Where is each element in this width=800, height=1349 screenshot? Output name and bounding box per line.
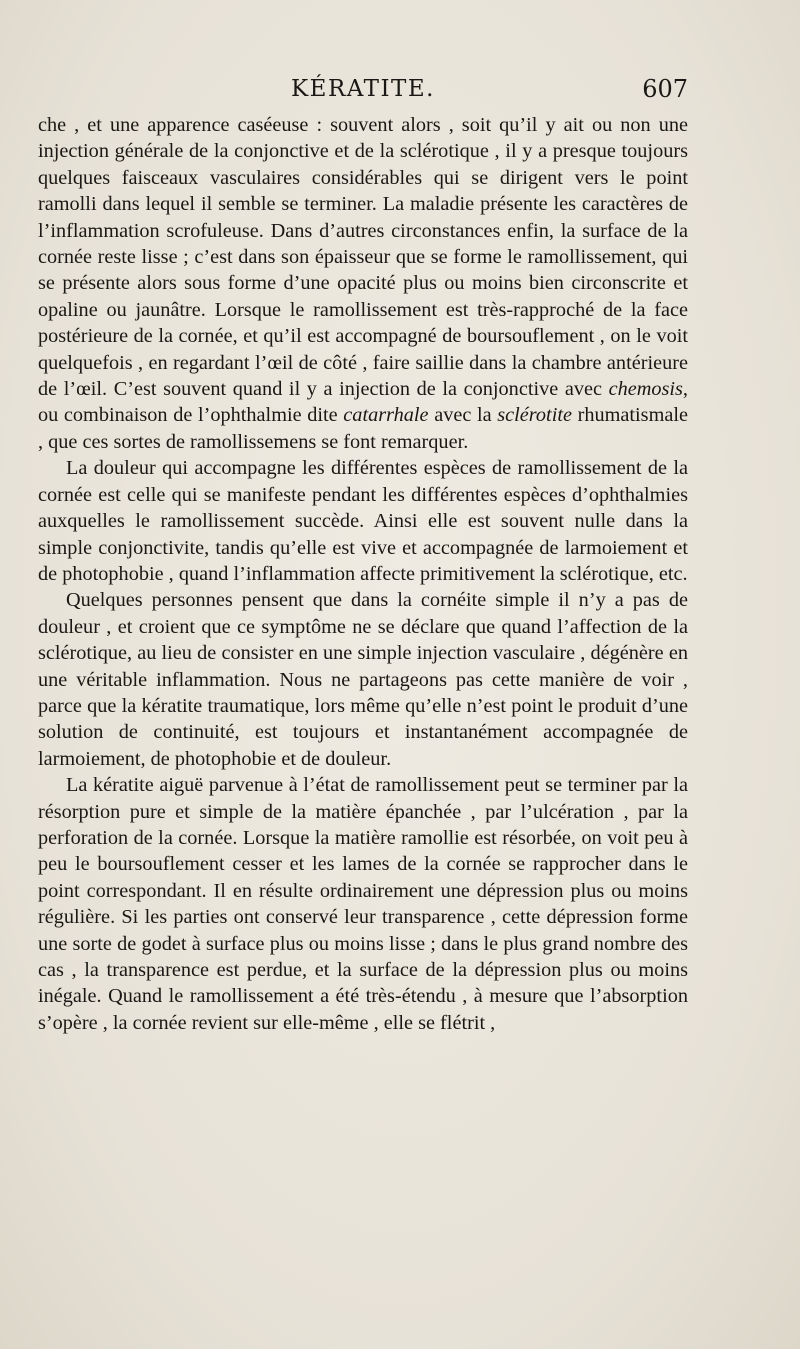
paragraph — [38, 587, 688, 772]
text-run: La douleur qui accompagne les différentes espèces de ramollissement de la cornée est celle qui se manifeste pendant les différentes espèces d’ophthalmies auxquelles le ramollissement succède. Ainsi elle est souvent nulle dans la simple conjonctivite, tandis qu’elle est vive et accompagnée de larmoiement et de photophobie , quand l’inflammation affecte primitivement la sclérotique, etc. — [38, 457, 688, 585]
italic-term: catarrhale — [343, 404, 429, 427]
italic-term: chemosis — [608, 378, 683, 401]
paragraph — [38, 112, 688, 455]
paragraph — [38, 455, 688, 587]
running-head — [38, 71, 688, 107]
running-title: KÉRATITE. — [290, 76, 435, 102]
text-run: rhumatismale , que ces sortes de ramollissemens se font remarquer. — [38, 404, 688, 453]
text-run: La kératite aiguë parvenue à l’état de ramollissement peut se terminer par la résorption pure et simple de la matière épanchée , par l’ulcération , par la perforation de la cornée. Lorsque la matière ramollie est résorbée, on voit peu à peu le boursouflement cesser et les lames de la cornée se rapprocher dans le point correspondant. Il en résulte ordinairement une dépression plus ou moins régulière. Si les parties ont conservé leur transparence , cette dépression forme une sorte de godet à surface plus ou moins lisse ; dans le plus grand nombre des cas , la transparence est perdue, et la surface de la dépression plus ou moins inégale. Quand le ramollissement a été très-étendu , à mesure que l’absorption s’opère , la cornée revient sur elle-même , elle se flétrit , — [38, 774, 688, 1034]
text-run: avec la — [428, 404, 498, 427]
paragraph — [38, 772, 688, 1036]
body-text — [38, 112, 688, 1036]
text-run: Quelques personnes pensent que dans la cornéite simple il n’y a pas de douleur , et croient que ce symptôme ne se déclare que quand l’affection de la sclérotique, au lieu de consister en une simple injection vasculaire , dégénère en une véritable inflammation. Nous ne partageons pas cette manière de voir , parce que la kératite traumatique, lors même qu’elle n’est point le produit d’une solution de continuité, est toujours et instantanément accompagnée de larmoiement, de photophobie et de douleur. — [38, 589, 688, 770]
italic-term: sclérotite — [497, 404, 572, 427]
text-run: , ou combinaison de l’ophthalmie dite — [38, 378, 688, 427]
page-number: 607 — [642, 75, 688, 103]
text-run: che , et une apparence caséeuse : souvent alors , soit qu’il y ait ou non une injection générale de la conjonctive et de la sclérotique , il y a presque toujours quelques faisceaux vasculaires considérables qui se dirigent vers le point ramolli dans lequel il semble se terminer. La maladie présente les caractères de l’inflammation scrofuleuse. Dans d’autres circonstances enfin, la surface de la cornée reste lisse ; c’est dans son épaisseur que se forme le ramollissement, qui se présente alors sous forme d’une opacité plus ou moins bien circonscrite et opaline ou jaunâtre. Lorsque le ramollissement est très-rapproché de la face postérieure de la cornée, et qu’il est accompagné de boursouflement , on le voit quelquefois , en regardant l’œil de côté , faire saillie dans la chambre antérieure de l’œil. C’est souvent quand il y a injection de la conjonctive avec — [38, 114, 688, 401]
